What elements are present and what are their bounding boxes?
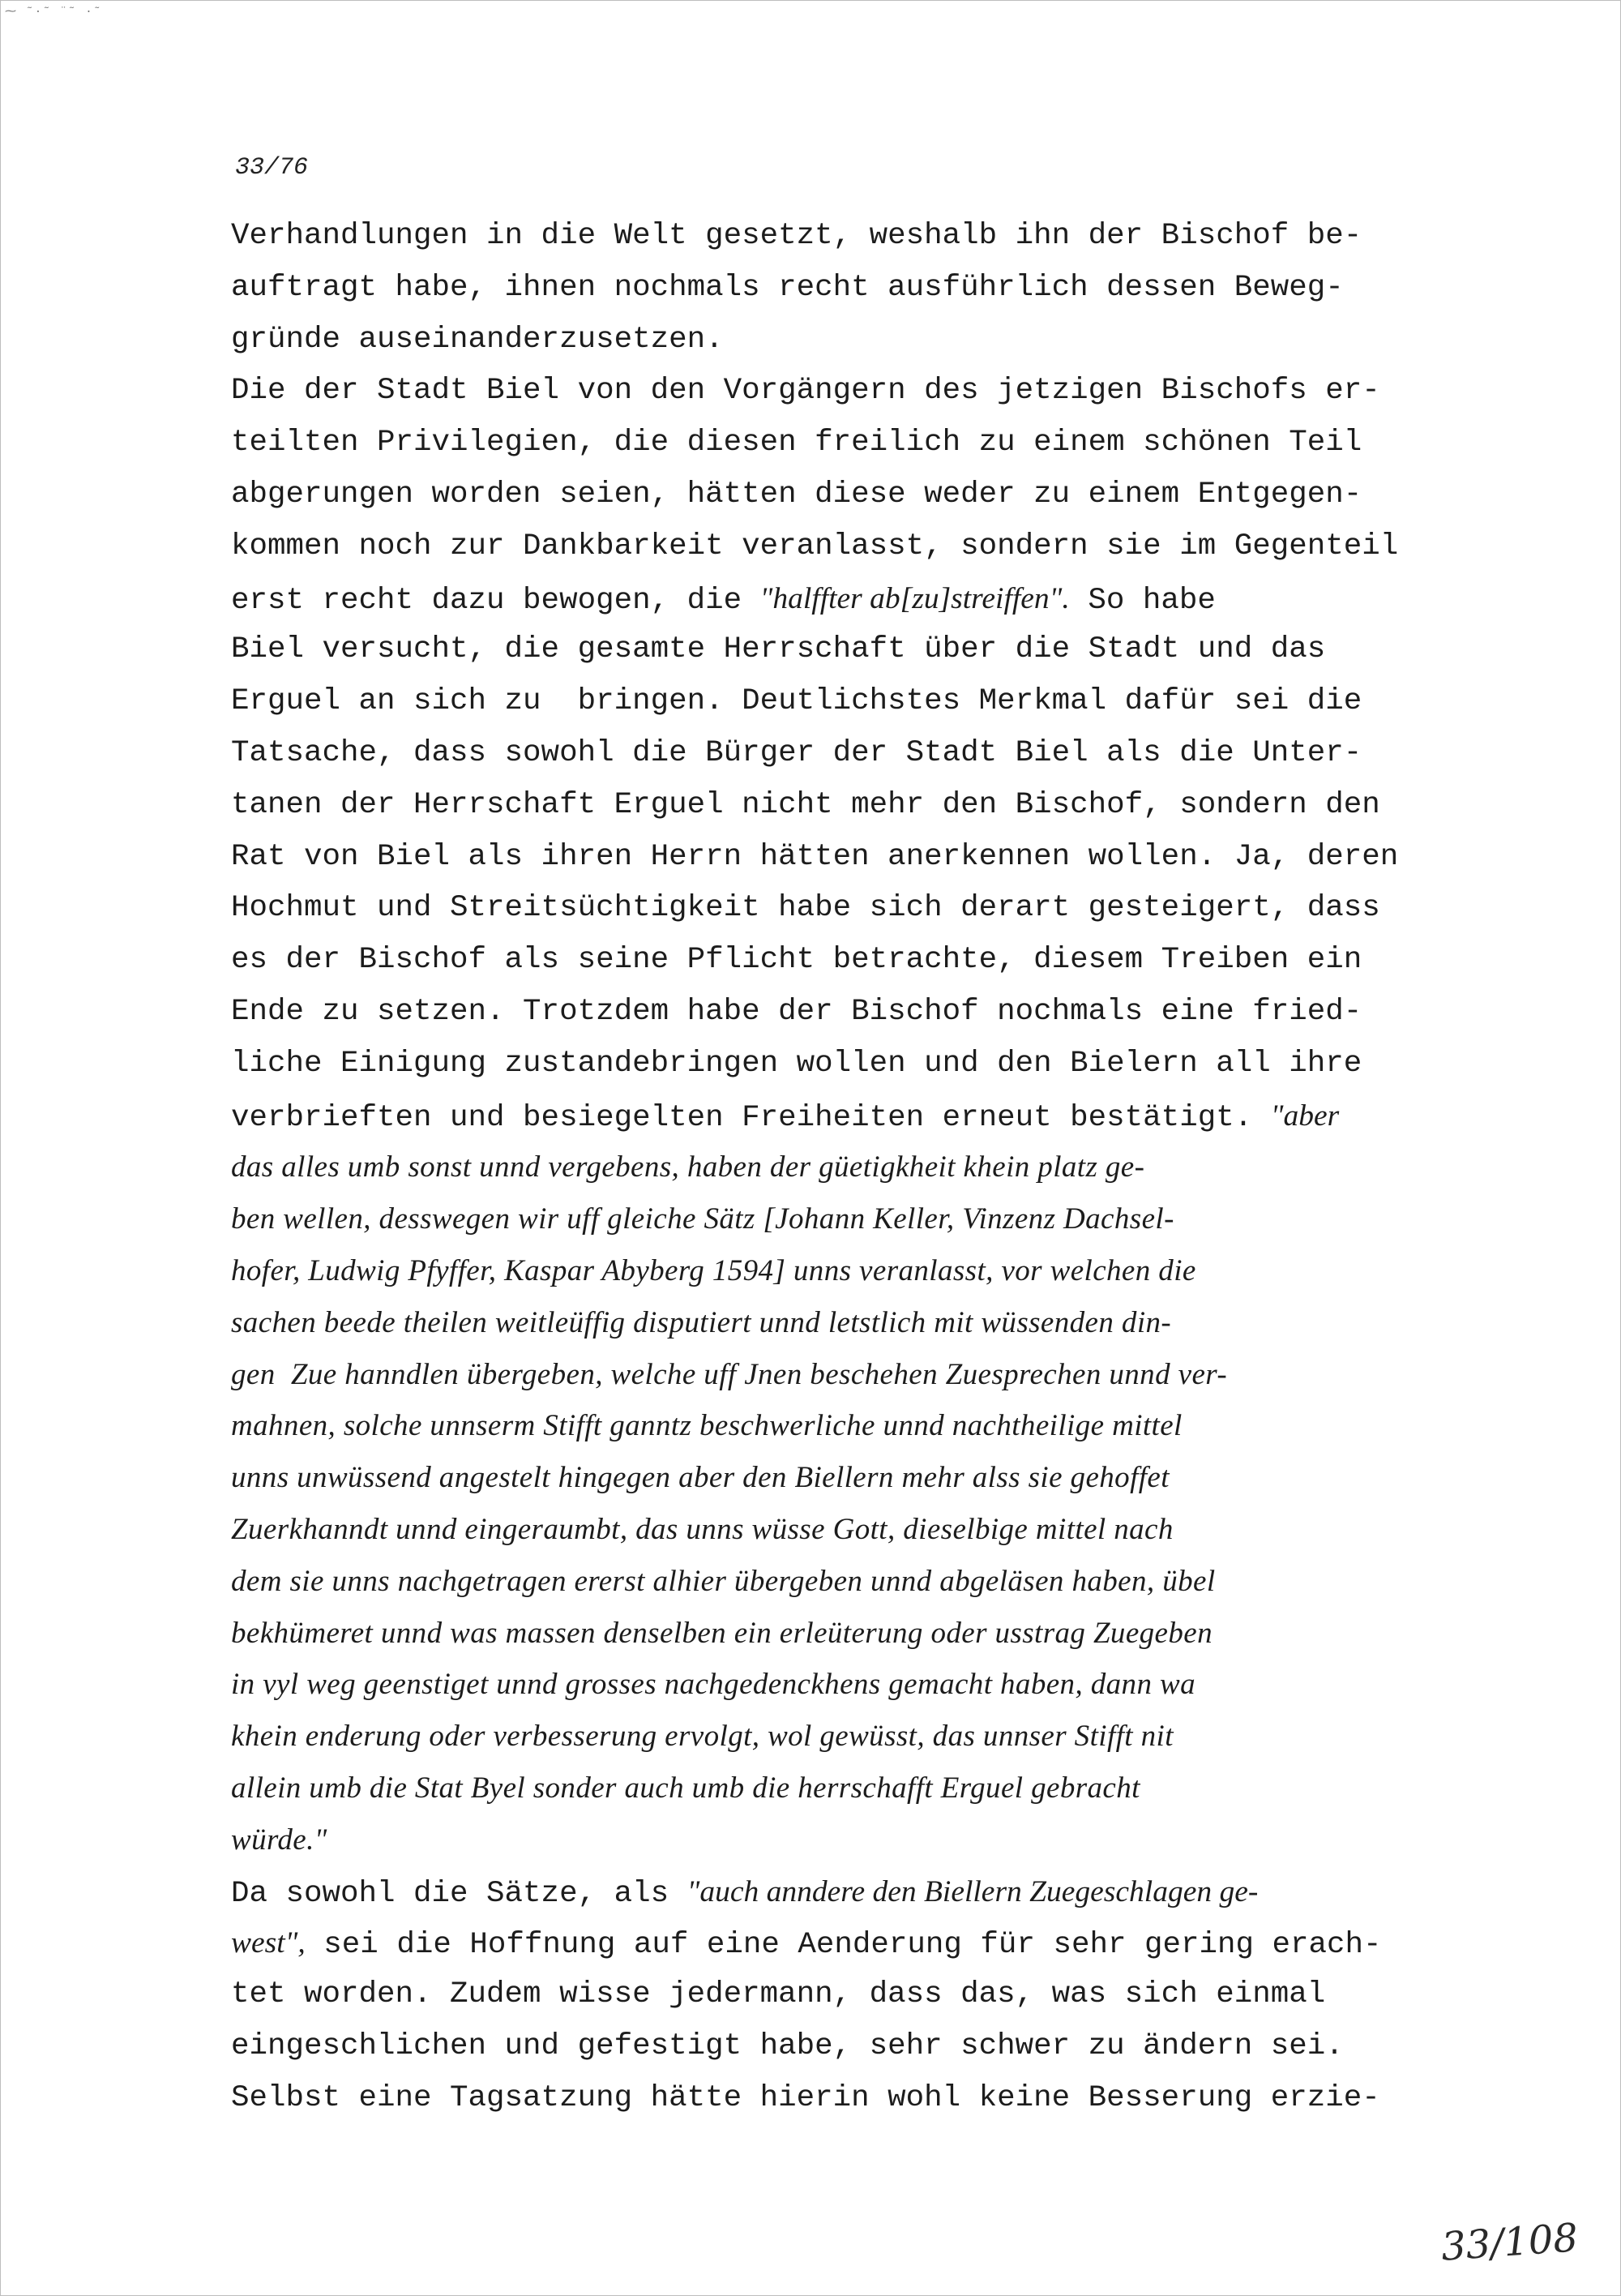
quoted-source-line: hofer, Ludwig Pfyffer, Kaspar Abyberg 1594] unns veranlasst, vor welchen die — [231, 1253, 1196, 1287]
inline-quote: "auch anndere den Biellern Zuegeschlagen ge- — [686, 1874, 1259, 1908]
quoted-source-line: mahnen, solche unnserm Stifft ganntz beschwerliche unnd nachtheilige mittel — [231, 1409, 1183, 1443]
body-text-line: eingeschlichen und gefestigt habe, sehr schwer zu ändern sei. — [231, 2028, 1344, 2063]
quoted-source-line: ben wellen, desswegen wir uff gleiche Sätz [Johann Keller, Vinzenz Dachsel- — [231, 1202, 1174, 1236]
quoted-source-line: unns unwüssend angestelt hingegen aber den Biellern mehr alss sie gehoffet — [231, 1461, 1170, 1495]
quoted-source-line: sachen beede theilen weitleüffig disputiert unnd letstlich mit wüssenden din- — [231, 1305, 1172, 1339]
quoted-source-line: Zuerkhanndt unnd eingeraumbt, das unns wüsse Gott, dieselbige mittel nach — [231, 1512, 1174, 1546]
handwritten-folio-number: 33/108 — [1439, 2215, 1580, 2270]
body-text-line: Rat von Biel als ihren Herrn hätten anerkennen wollen. Ja, deren — [231, 839, 1399, 874]
body-text-line: auftragt habe, ihnen nochmals recht ausführlich dessen Beweg- — [231, 270, 1344, 305]
body-text-line: tet worden. Zudem wisse jedermann, dass das, was sich einmal — [231, 1977, 1326, 2012]
quoted-source-line: gen Zue hanndlen übergeben, welche uff Jnen beschehen Zuesprechen unnd ver- — [231, 1357, 1228, 1391]
quoted-source-line: allein umb die Stat Byel sonder auch umb die herrschafft Erguel gebracht — [231, 1771, 1140, 1805]
body-text-line — [231, 1917, 1503, 1969]
body-text-segment: Da sowohl die Sätze, als — [231, 1876, 687, 1911]
page-reference: 33/76 — [235, 154, 309, 182]
body-text-line: tanen der Herrschaft Erguel nicht mehr den Bischof, sondern den — [231, 787, 1380, 822]
body-text-line: gründe auseinanderzusetzen. — [231, 322, 724, 357]
body-text-segment: sei die Hoffnung auf eine Aenderung für sehr gering erach- — [305, 1928, 1382, 1963]
body-text-line — [231, 573, 1503, 625]
quoted-source-line: in vyl weg geenstiget unnd grosses nachgedenckhens gemacht haben, dann wa — [231, 1668, 1195, 1702]
quoted-source-line: würde." — [231, 1823, 327, 1857]
body-text-line: abgerungen worden seien, hätten diese weder zu einem Entgegen- — [231, 477, 1362, 512]
body-text-line: Selbst eine Tagsatzung hätte hierin wohl keine Besserung erzie- — [231, 2080, 1380, 2115]
body-text-line: Hochmut und Streitsüchtigkeit habe sich derart gesteigert, dass — [231, 891, 1380, 926]
body-text-line: teilten Privilegien, die diesen freilich zu einem schönen Teil — [231, 426, 1362, 460]
inline-quote: "aber — [1270, 1099, 1340, 1133]
document-body — [231, 211, 1503, 2124]
body-text-line: Biel versucht, die gesamte Herrschaft über die Stadt und das — [231, 632, 1326, 667]
body-text-segment: erst recht dazu bewogen, die — [231, 583, 760, 618]
quoted-source-line: das alles umb sonst unnd vergebens, haben der güetigkheit khein platz ge- — [231, 1150, 1145, 1184]
quoted-source-line: bekhümeret unnd was massen denselben ein erleüterung oder usstrag Zuegeben — [231, 1616, 1213, 1650]
body-text-line: Tatsache, dass sowohl die Bürger der Stadt Biel als die Unter- — [231, 735, 1362, 770]
body-text-line: liche Einigung zustandebringen wollen und den Bielern all ihre — [231, 1046, 1362, 1081]
body-text-segment: So habe — [1069, 583, 1216, 618]
body-text-line: es der Bischof als seine Pflicht betrachte, diesem Treiben ein — [231, 943, 1362, 978]
body-text-line — [231, 1090, 1503, 1142]
body-text-line: Erguel an sich zu bringen. Deutlichstes Merkmal dafür sei die — [231, 684, 1362, 719]
body-text-segment: verbrieften und besiegelten Freiheiten erneut bestätigt. — [231, 1100, 1271, 1135]
body-text-line: Die der Stadt Biel von den Vorgängern des jetzigen Bischofs er- — [231, 374, 1380, 409]
body-text-line: Ende zu setzen. Trotzdem habe der Bischof nochmals eine fried- — [231, 994, 1362, 1029]
body-text-line — [231, 1866, 1503, 1918]
inline-quote: "halffter ab[zu]streiffen". — [759, 581, 1070, 615]
body-text-line: kommen noch zur Dankbarkeit veranlasst, sondern sie im Gegenteil — [231, 529, 1399, 563]
body-text-line: Verhandlungen in die Welt gesetzt, weshalb ihn der Bischof be- — [231, 219, 1362, 253]
inline-quote: west", — [231, 1926, 306, 1960]
quoted-source-line: khein enderung oder verbesserung ervolgt, wol gewüsst, das unnser Stifft nit — [231, 1720, 1174, 1754]
scan-artifact: ⁓ ˜·˜ ¨˜ ·˜ — [5, 6, 103, 19]
quoted-source-line: dem sie unns nachgetragen ererst alhier übergeben unnd abgeläsen haben, übel — [231, 1564, 1216, 1598]
